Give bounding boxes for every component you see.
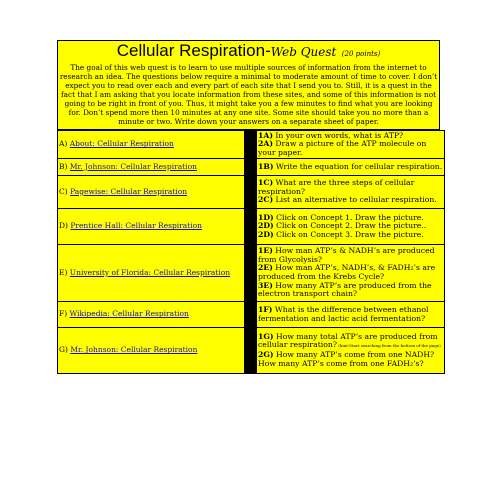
webquest-sheet <box>57 40 443 374</box>
divider-bar <box>245 159 257 176</box>
question-text: Click on Concept 3. Draw the picture. <box>273 229 424 239</box>
question-number: 2E) <box>258 263 273 273</box>
source-link[interactable]: Prentice Hall: Cellular Respiration <box>70 221 202 231</box>
question-number: 1A) <box>258 130 273 140</box>
question-item <box>258 231 443 240</box>
divider-bar <box>245 131 257 159</box>
source-link[interactable]: Wikipedia: Cellular Respiration <box>69 309 189 319</box>
source-link[interactable]: About: Cellular Respiration <box>69 139 174 149</box>
source-link[interactable]: University of Florida: Cellular Respiration <box>69 267 231 277</box>
question-number: 2C) <box>258 195 274 205</box>
question-text: Click on Concept 1. Draw the picture. <box>273 212 424 222</box>
question-number: 1F) <box>258 304 273 314</box>
question-item <box>258 163 443 172</box>
source-letter: C) <box>59 186 68 196</box>
question-number: 1B) <box>258 161 274 171</box>
table-row <box>58 245 445 302</box>
question-number: 1G) <box>258 331 274 341</box>
title-sub: Web Quest <box>270 45 337 59</box>
source-letter: E) <box>59 267 68 277</box>
title-main: Cellular Respiration- <box>116 41 271 60</box>
question-number: 3E) <box>258 280 273 290</box>
question-number: 1C) <box>258 178 274 188</box>
question-item <box>258 333 443 351</box>
page-title <box>58 42 439 63</box>
divider-bar <box>245 302 257 328</box>
questions-cell <box>257 176 445 209</box>
question-number: 2G) <box>258 350 274 359</box>
table-row <box>58 176 445 209</box>
question-text: Write the equation for cellular respiration. <box>273 161 443 171</box>
question-text: How many ATP’s come from one NADH? How many ATP’s come from one FADH₂’s? <box>258 350 435 368</box>
divider-bar <box>245 209 257 245</box>
questions-cell <box>257 302 445 328</box>
divider-bar <box>245 245 257 302</box>
divider-bar <box>245 328 257 374</box>
quest-table <box>57 130 445 374</box>
questions-cell <box>257 328 445 374</box>
source-letter: B) <box>59 161 68 171</box>
question-item <box>258 306 443 323</box>
source-letter: D) <box>59 221 68 231</box>
question-item <box>258 196 443 205</box>
question-text: How man ATP’s & NADH’s are produced from Glycolysis? <box>258 246 435 264</box>
question-item <box>258 179 443 196</box>
source-link[interactable]: Mr. Johnson: Cellular Respiration <box>70 345 198 355</box>
questions-cell <box>257 159 445 176</box>
table-row <box>58 159 445 176</box>
question-item <box>258 140 443 157</box>
source-link[interactable]: Mr. Johnson: Cellular Respiration <box>69 161 197 171</box>
question-text: What is the difference between ethanol fermentation and lactic acid fermentation? <box>258 304 429 323</box>
question-text: In your own words, what is ATP? <box>272 130 404 140</box>
question-number: 2D) <box>258 229 274 239</box>
question-text: List an alternative to cellular respiration. <box>273 195 437 205</box>
question-item <box>258 351 443 368</box>
table-row <box>58 328 445 374</box>
divider-bar <box>245 176 257 209</box>
table-row <box>58 131 445 159</box>
source-link[interactable]: Pagewise: Cellular Respiration <box>70 186 188 196</box>
question-text: How many total ATP’s are produced from cellular respiration? <box>258 331 438 350</box>
source-letter: F) <box>59 309 68 319</box>
question-item <box>258 264 443 281</box>
question-number: 1E) <box>258 246 273 256</box>
intro-paragraph: The goal of this web quest is to learn to use multiple sources of information from the internet to research an idea. The questions below require a minimal to moderate amount of time to cover. I don’t expect you to read over each and every part of each site that I send you to. Still, it is a quest in the fact that I am asking that you locate information from these sites, and some of this information is not going to be right in front of you. Thus, it might take you a few minutes to find what you are looking for. Don’t spend more then 10 minutes at any one site. Some site should take you no more than a minute or two. Write down your answers on a separate sheet of paper. <box>59 63 438 126</box>
question-item <box>258 247 443 264</box>
question-text: How man ATP’s, NADH’s, & FADH₂’s are produced from the Krebs Cycle? <box>258 263 436 281</box>
question-text: Click on Concept 2. Draw the picture.. <box>273 221 427 231</box>
question-text: Draw a picture of the ATP molecule on your paper. <box>258 139 427 157</box>
source-cell <box>58 176 245 209</box>
title-points: (20 points) <box>341 50 381 58</box>
table-row <box>58 209 445 245</box>
question-number: 2A) <box>258 139 273 149</box>
source-letter: G) <box>59 345 68 355</box>
question-number: 1D) <box>258 212 274 222</box>
questions-cell <box>257 245 445 302</box>
source-cell <box>58 245 245 302</box>
source-cell <box>58 131 245 159</box>
question-item <box>258 282 443 299</box>
source-cell <box>58 209 245 245</box>
source-cell <box>58 159 245 176</box>
source-letter: A) <box>59 139 68 149</box>
questions-cell <box>257 209 445 245</box>
question-number: 2D) <box>258 221 274 231</box>
question-hint: (hint-Start searching from the bottom of the page) <box>336 343 441 349</box>
question-text: What are the three steps of cellular respiration? <box>258 178 415 196</box>
header-box <box>57 40 440 130</box>
question-text: How many ATP’s are produced from the electron transport chain? <box>258 280 432 299</box>
source-cell <box>58 302 245 328</box>
questions-cell <box>257 131 445 159</box>
source-cell <box>58 328 245 374</box>
table-row <box>58 302 445 328</box>
